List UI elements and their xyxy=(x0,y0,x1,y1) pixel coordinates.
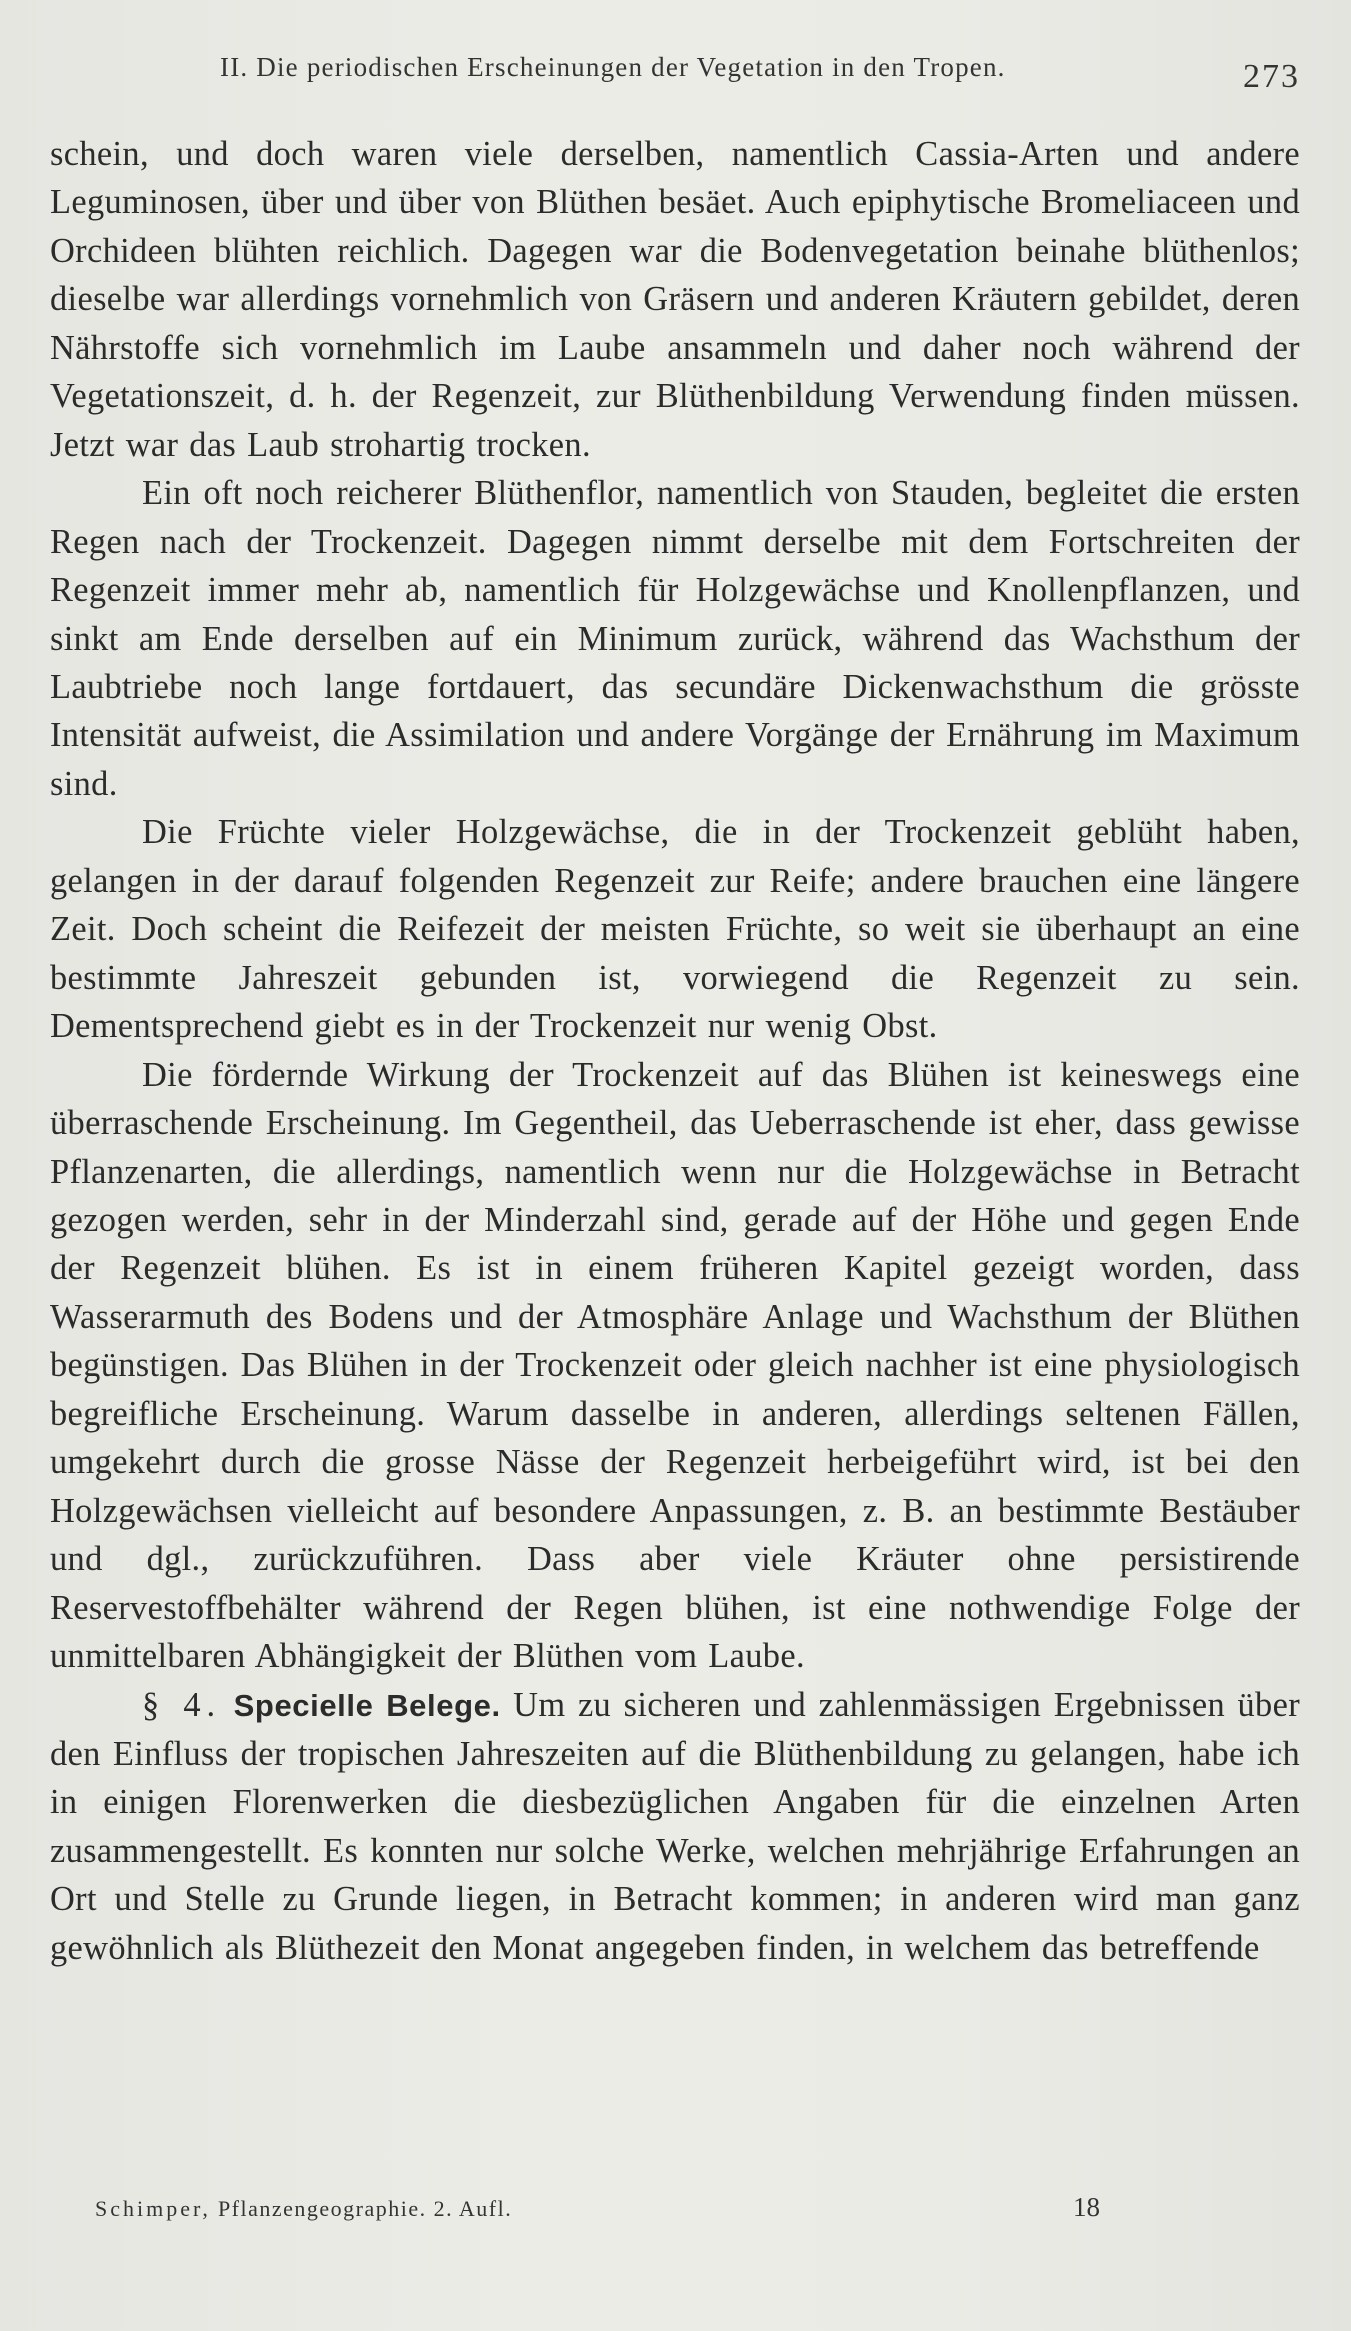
paragraph-1: schein, und doch waren viele derselben, namentlich Cassia-Arten und andere Leguminosen, über und über von Blüthen besäet. Auch epiphytische Bromeliaceen und Orchideen blühten reichlich. Dagegen war die Bodenvegetation beinahe blüthenlos; dieselbe war allerdings vornehmlich von Gräsern und anderen Kräutern gebildet, deren Nährstoffe sich vornehmlich im Laube ansammeln und daher noch während der Vegetationszeit, d. h. der Regenzeit, zur Blüthenbildung Verwendung finden müssen. Jetzt war das Laub strohartig trocken. xyxy=(50,135,1300,464)
section-text: Um zu sicheren und zahlenmässigen Ergebnissen über den Einfluss der tropischen Jahreszeiten auf die Blüthenbildung zu gelangen, habe ich in einigen Florenwerken die diesbezüglichen Angaben für die einzelnen Arten zusammengestellt. Es konnten nur solche Werke, welchen mehrjährige Erfahrungen an Ort und Stelle zu Grunde liegen, in Betracht kommen; in anderen wird man ganz gewöhnlich als Blüthezeit den Monat angegeben finden, in welchem das betreffende xyxy=(50,1685,1301,1967)
book-signature xyxy=(95,2196,512,2222)
page-number: 273 xyxy=(1243,58,1300,95)
chapter-title: II. Die periodischen Erscheinungen der Vegetation in den Tropen. xyxy=(220,52,1006,82)
footer-author: Schimper, xyxy=(95,2196,211,2221)
section-paragraph xyxy=(50,1681,1300,1973)
paragraph-4: Die fördernde Wirkung der Trockenzeit auf das Blühen ist keineswegs eine überraschende Erscheinung. Im Gegentheil, das Ueberraschende ist eher, dass gewisse Pflanzenarten, die allerdings, namentlich wenn nur die Holzgewächse in Betracht gezogen werden, sehr in der Minderzahl sind, gerade auf der Höhe und gegen Ende der Regenzeit blühen. Es ist in einem früheren Kapitel gezeigt worden, dass Wasserarmuth des Bodens und der Atmosphäre Anlage und Wachsthum der Blüthen begünstigen. Das Blühen in der Trockenzeit oder gleich nachher ist eine physiologisch begreifliche Erscheinung. Warum dasselbe in anderen, allerdings seltenen Fällen, umgekehrt durch die grosse Nässe der Regenzeit herbeigeführt wird, ist bei den Holzgewächsen vielleicht auf besondere Anpassungen, z. B. an bestimmte Bestäuber und dgl., zurückzuführen. Dass aber viele Kräuter ohne persistirende Reservestoffbehälter während der Regen blühen, ist eine nothwendige Folge der unmittelbaren Abhängigkeit der Blüthen vom Laube. xyxy=(50,1055,1300,1676)
running-head xyxy=(220,52,1300,95)
section-mark: § 4. xyxy=(142,1685,222,1724)
sheet-number: 18 xyxy=(1073,2192,1100,2222)
body-text xyxy=(50,130,1300,1972)
page-footer xyxy=(95,2192,1245,2236)
footer-work: Pflanzengeographie. 2. Aufl. xyxy=(217,2196,513,2221)
paragraph-2: Ein oft noch reicherer Blüthenflor, namentlich von Stauden, begleitet die ersten Regen nach der Trockenzeit. Dagegen nimmt derselbe mit dem Fortschreiten der Regenzeit immer mehr ab, namentlich für Holzgewächse und Knollenpflanzen, und sinkt am Ende derselben auf ein Minimum zurück, während das Wachsthum der Laubtriebe noch lange fortdauert, das secundäre Dickenwachsthum die grösste Intensität aufweist, die Assimilation und andere Vorgänge der Ernährung im Maximum sind. xyxy=(50,474,1300,803)
paragraph-3: Die Früchte vieler Holzgewächse, die in der Trockenzeit geblüht haben, gelangen in der darauf folgenden Regenzeit zur Reife; andere brauchen eine längere Zeit. Doch scheint die Reifezeit der meisten Früchte, so weit sie überhaupt an eine bestimmte Jahreszeit gebunden ist, vorwiegend die Regenzeit zu sein. Dementsprechend giebt es in der Trockenzeit nur wenig Obst. xyxy=(50,813,1300,1046)
section-heading: Specielle Belege. xyxy=(233,1687,501,1723)
